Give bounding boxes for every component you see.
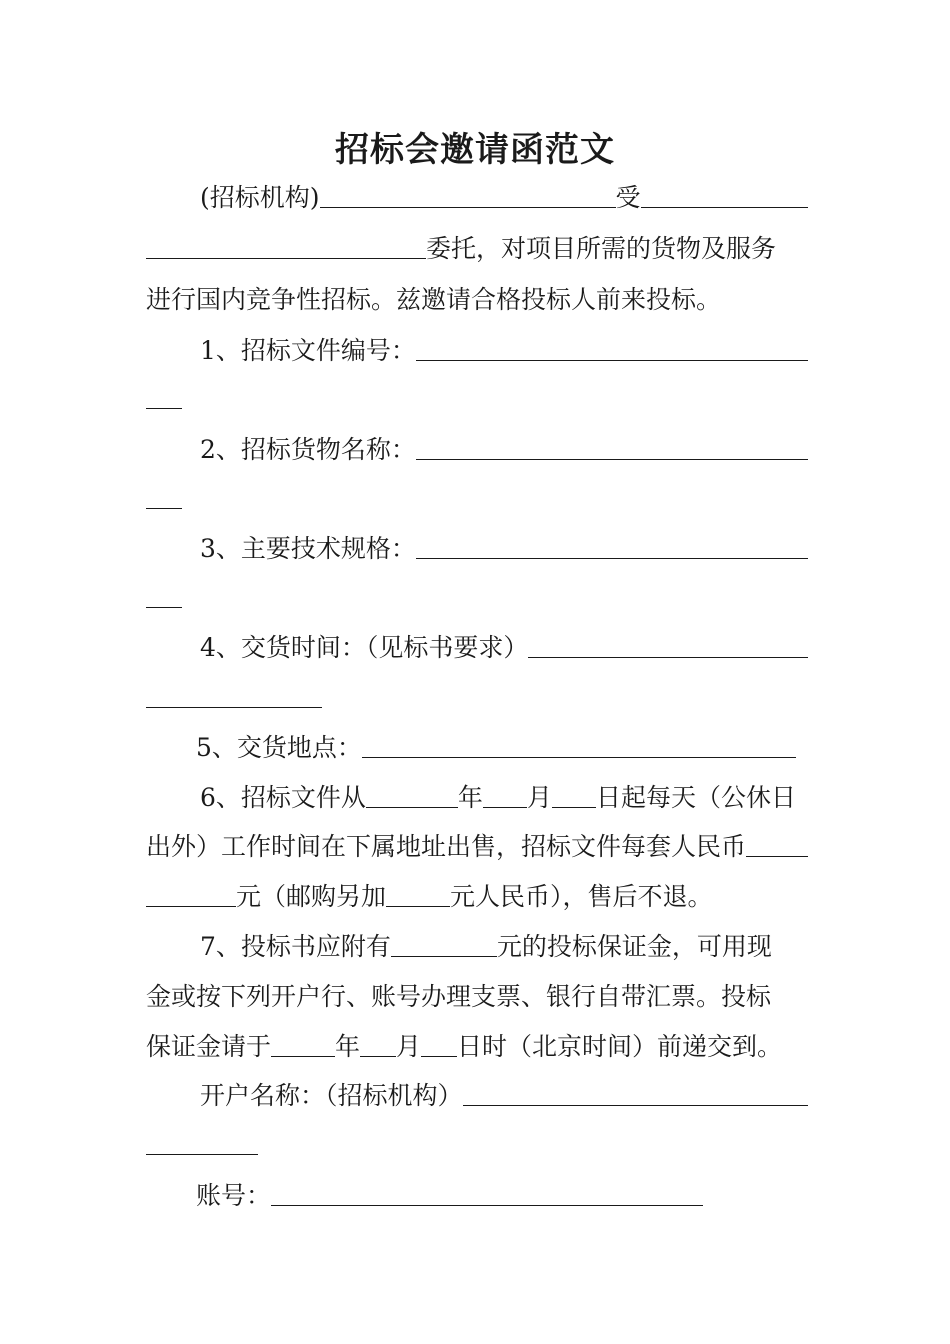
intro-line-1 xyxy=(146,182,808,214)
weituo-text: 委托，对项目所需的货物及服务 xyxy=(426,234,777,263)
account-no-label: 账号： xyxy=(196,1181,272,1210)
item-1-line xyxy=(146,335,808,367)
item-7-day-blank[interactable] xyxy=(421,1032,457,1057)
item-3-line xyxy=(146,533,808,565)
shou-text: 受 xyxy=(615,183,641,212)
item-6-day-blank[interactable] xyxy=(552,783,596,808)
item-7-rest: 日时（北京时间）前递交到。 xyxy=(457,1032,783,1061)
item-6-day: 日起每天（公休日 xyxy=(595,783,796,812)
client-blank-1[interactable] xyxy=(641,183,808,208)
item-6-price-blank[interactable] xyxy=(746,832,808,857)
item-6-year-blank[interactable] xyxy=(366,783,458,808)
item-4-label: 4、交货时间：（见标书要求） xyxy=(200,633,529,662)
item-6-line-3 xyxy=(146,881,808,913)
item-5-label: 5、交货地点： xyxy=(196,733,362,762)
item-3-label: 3、主要技术规格： xyxy=(200,534,416,563)
intro-line-3: 进行国内竞争性招标。兹邀请合格投标人前来投标。 xyxy=(146,285,722,314)
item-6-yuan: 元（邮购另加 xyxy=(236,882,387,911)
org-blank[interactable] xyxy=(320,183,616,208)
item-1-label: 1、招标文件编号： xyxy=(200,336,416,365)
item-6-year: 年 xyxy=(457,783,483,812)
item-3-blank-cont[interactable] xyxy=(146,583,182,608)
item-1-blank-cont[interactable] xyxy=(146,384,182,409)
item-6-line-2 xyxy=(146,831,808,863)
item-5-blank[interactable] xyxy=(362,733,796,758)
item-7-line-2: 金或按下列开户行、账号办理支票、银行自带汇票。投标 xyxy=(146,982,772,1011)
item-5-line xyxy=(146,732,796,764)
item-2-blank[interactable] xyxy=(416,435,808,460)
item-2-label: 2、招标货物名称： xyxy=(200,435,416,464)
item-6-line-1 xyxy=(146,782,808,814)
item-6-text-2: 出外）工作时间在下属地址出售，招标文件每套人民币 xyxy=(146,832,747,861)
item-6-month: 月 xyxy=(526,783,552,812)
account-no-line xyxy=(146,1180,808,1212)
account-name-blank-cont[interactable] xyxy=(146,1130,258,1155)
item-7-month: 月 xyxy=(396,1032,422,1061)
intro-line-2 xyxy=(146,233,808,265)
item-4-blank-cont[interactable] xyxy=(146,683,322,708)
org-label: (招标机构) xyxy=(200,183,320,212)
item-7-amount-blank[interactable] xyxy=(391,932,497,957)
item-6-price-blank-cont[interactable] xyxy=(146,882,236,907)
document-title: 招标会邀请函范文 xyxy=(335,130,615,170)
item-2-line xyxy=(146,434,808,466)
item-2-blank-cont[interactable] xyxy=(146,484,182,509)
item-6-label: 6、招标文件从 xyxy=(200,783,366,812)
item-7-month-blank[interactable] xyxy=(360,1032,396,1057)
item-7-year-blank[interactable] xyxy=(271,1032,335,1057)
account-name-line xyxy=(146,1080,808,1112)
account-no-blank[interactable] xyxy=(271,1181,703,1206)
item-6-rest: 元人民币），售后不退。 xyxy=(450,882,713,911)
item-1-blank[interactable] xyxy=(416,336,808,361)
item-7-text-3: 保证金请于 xyxy=(146,1032,272,1061)
item-3-blank[interactable] xyxy=(416,534,808,559)
item-6-month-blank[interactable] xyxy=(483,783,527,808)
item-7-line-1 xyxy=(146,931,808,963)
item-7-line-3 xyxy=(146,1031,808,1063)
item-4-blank[interactable] xyxy=(528,633,808,658)
item-4-line xyxy=(146,632,808,664)
account-name-label: 开户名称：（招标机构） xyxy=(200,1081,463,1110)
item-6-mail-blank[interactable] xyxy=(386,882,450,907)
item-7-text-1: 元的投标保证金，可用现 xyxy=(496,932,772,961)
item-7-label: 7、投标书应附有 xyxy=(200,932,391,961)
account-name-blank[interactable] xyxy=(463,1081,808,1106)
client-blank-2[interactable] xyxy=(146,234,426,259)
item-7-year: 年 xyxy=(335,1032,361,1061)
